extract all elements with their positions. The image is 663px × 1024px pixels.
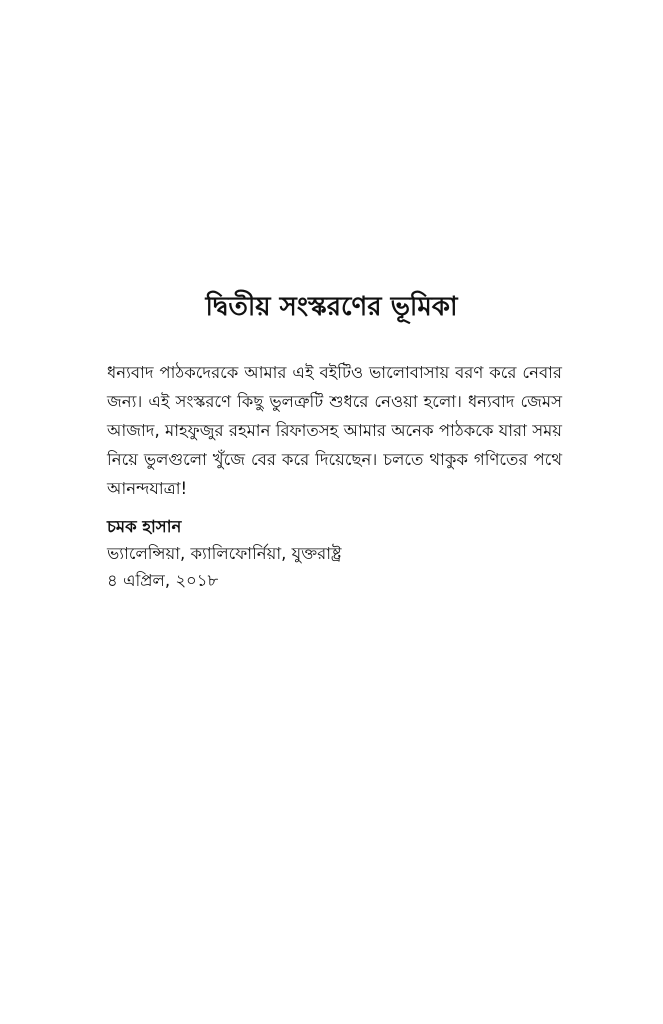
author-name: চমক হাসান xyxy=(107,517,182,536)
page-title: দ্বিতীয় সংস্করণের ভূমিকা xyxy=(205,292,458,322)
preface-paragraph: ধন্যবাদ পাঠকদেরকে আমার এই বইটিও ভালোবাসায় বরণ করে নেবার জন্য। এই সংস্করণে কিছু ভুলত্রুটি শুধরে নেওয়া হলো। ধন্যবাদ জেমস আজাদ, মাহফুজুর রহমান রিফাতসহ আমার অনেক পাঠককে যারা সময় নিয়ে ভুলগুলো খুঁজে বের করে দিয়েছেন। চলতে থাকুক গণিতের পথে আনন্দযাত্রা! xyxy=(107,363,562,498)
signature-block xyxy=(107,513,562,594)
author-location: ভ্যালেন্সিয়া, ক্যালিফোর্নিয়া, যুক্তরাষ্ট্র xyxy=(107,544,342,563)
signature-date: ৪ এপ্রিল, ২০১৮ xyxy=(107,571,219,590)
